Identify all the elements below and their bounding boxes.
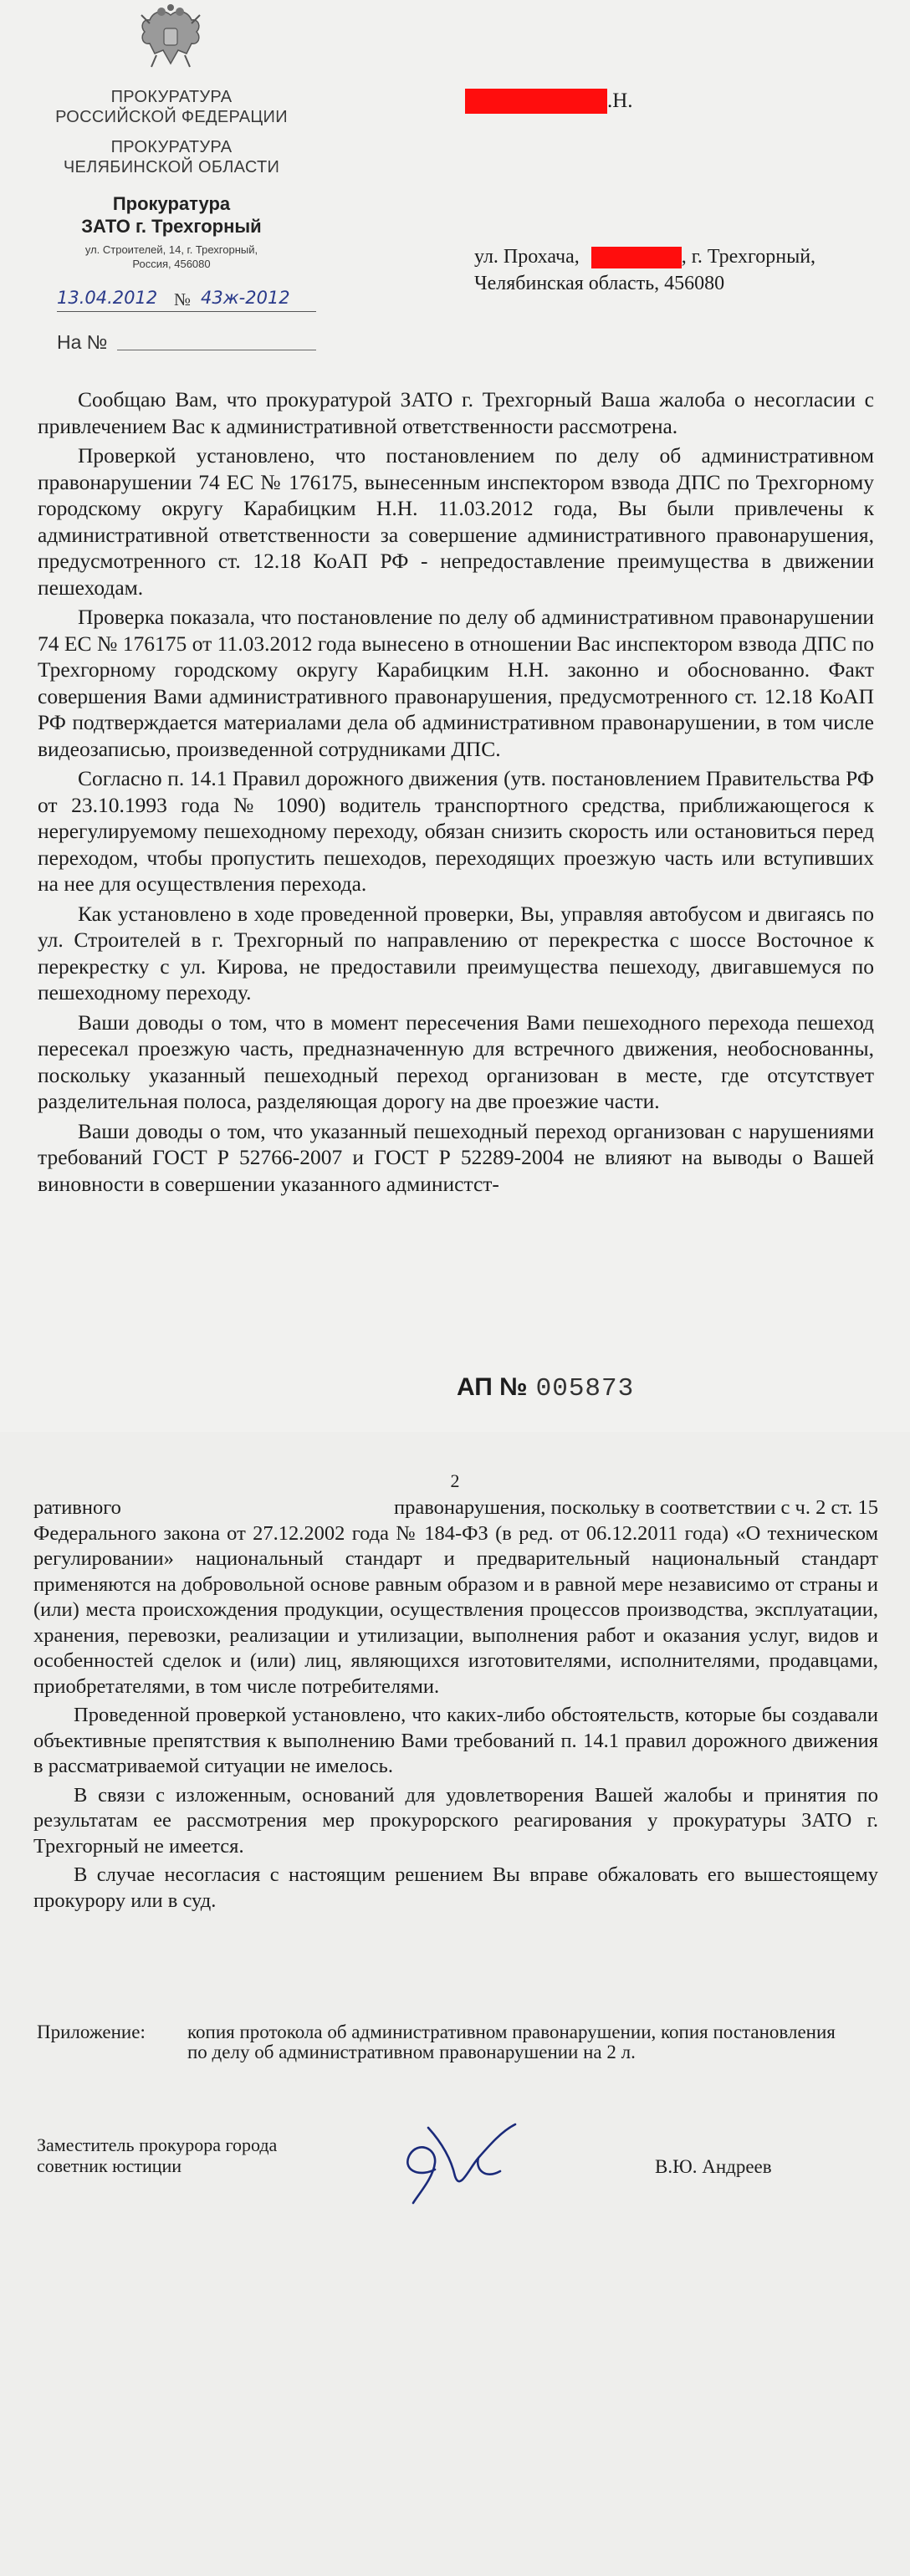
org-line-4: ЧЕЛЯБИНСКОЙ ОБЛАСТИ <box>63 158 280 176</box>
paragraph: В связи с изложенным, оснований для удовлетворения Вашей жалобы и принятия по результатам ее рассмотрения мер прокурорского реагирования у прокуратуры ЗАТО г. Трехгорный не имеется. <box>33 1783 878 1858</box>
serial-value: 005873 <box>535 1374 635 1403</box>
paragraph: Сообщаю Вам, что прокуратурой ЗАТО г. Трехгорный Ваша жалоба о несогласии с привлечением Вас к административной ответственности рассмотрена. <box>38 387 874 438</box>
paragraph: Проверка показала, что постановление по делу об административном правонарушении 74 ЕС № 176175 от 11.03.2012 года вынесено в отношении Вас инспектором взвода ДПС по Трехгорному городскому округу Карабицким Н.Н. законно и обоснованно. Факт совершения Вами административного правонарушения, предусмотренного ст. 12.18 КоАП РФ подтверждается материалами дела об административном правонарушении, в том числе видеозаписью, произведенной сотрудниками ДПС. <box>38 605 874 761</box>
office-address-2: Россия, 456080 <box>132 258 211 270</box>
page-number: 2 <box>450 1470 460 1491</box>
org-line-2: РОССИЙСКОЙ ФЕДЕРАЦИИ <box>55 108 288 126</box>
first-line-right: правонарушения, поскольку в соответствии с ч. 2 ст. 15 <box>394 1496 878 1519</box>
recipient-name <box>465 89 633 114</box>
date-number-line <box>57 288 316 313</box>
paragraph: Федерального закона от 27.12.2002 года № 184-ФЗ (в ред. от 06.12.2011 года) «О техническом регулировании» национальный стандарт и предварительный национальный стандарт применяются на добровольной основе равным образом и в равной мере независимо от страны и (или) места происхождения продукции, осуществления процессов производства, эксплуатации, хранения, перевозки, реализации и утилизации, выполнения работ и оказания услуг, видов и особенностей сделок и (или) лиц, являющихся изготовителями, исполнителями, продавцами, приобретателями, в том числе потребителями. <box>33 1521 878 1698</box>
street-prefix: ул. Прохача, <box>474 246 580 268</box>
paragraph: Как установлено в ходе проведенной проверки, Вы, управляя автобусом и двигаясь по ул. Строителей в г. Трехгорный по направлению от перекрестка с шоссе Восточное к перекрестку с ул. Кирова, не предоставили преимущества пешеходу, двигавшемуся по пешеходному переходу. <box>38 901 874 1004</box>
office-line-1: Прокуратура <box>112 193 231 214</box>
recipient-city: , г. Трехгорный, <box>681 246 816 268</box>
org-line-3: ПРОКУРАТУРА <box>110 138 233 156</box>
org-line-1: ПРОКУРАТУРА <box>110 88 233 106</box>
signer-title-line-1: Заместитель прокурора города <box>37 2134 278 2155</box>
recipient-region: Челябинская область, 456080 <box>474 273 725 294</box>
serial-prefix: АП № <box>457 1373 528 1401</box>
paragraph: Проведенной проверкой установлено, что каких-либо обстоятельств, которые бы создавали объективные препятствия к выполнению Вами требований п. 14.1 правил дорожного движения в рассматриваемой ситуации не имелось. <box>33 1704 878 1777</box>
paragraph: Ваши доводы о том, что в момент пересечения Вами пешеходного перехода пешеход пересекал проезжую часть, предназначенную для встречного движения, необоснованны, поскольку указанный пешеходный переход организован в месте, где отсутствует разделительная полоса, разделяющая дорогу на две проезжие части. <box>38 1009 874 1113</box>
letter-body-page-1 <box>38 386 874 1200</box>
number-sign: № <box>174 289 192 309</box>
signer-name: В.Ю. Андреев <box>655 2156 772 2177</box>
letter-body-page-2 <box>33 1495 878 1917</box>
signer-title <box>37 2134 277 2176</box>
paragraph: Проверкой установлено, что постановлением по делу об административном правонарушении 74 ЕС № 176175, вынесенным инспектором взвода ДПС по Трехгорному городскому округу Карабицким Н.Н. 11.03.2012 года, Вы были привлечены к административной ответственности за совершение административного правонарушения, предусмотренного ст. 12.18 КоАП РФ - непредоставление преимущества в движении пешеходам. <box>38 443 874 600</box>
handwritten-number: 43ж-2012 <box>201 288 290 308</box>
serial-number <box>457 1373 634 1403</box>
signature-icon <box>385 2111 552 2211</box>
paragraph: Согласно п. 14.1 Правил дорожного движения (утв. постановлением Правительства РФ от 23.10.1993 года № 1090) водитель транспортного средства, приближающегося к нерегулируемому пешеходному переходу, обязан снизить скорость или остановиться перед переходом, чтобы пропустить пешеходов, переходящих проезжую часть или вступивших на нее для осуществления перехода. <box>38 766 874 896</box>
paragraph: Ваши доводы о том, что указанный пешеходный переход организован с нарушениями требований ГОСТ Р 52766-2007 и ГОСТ Р 52289-2004 не влияют на выводы о Вашей виновности в совершении указанного администст- <box>38 1118 874 1196</box>
org-header <box>33 87 309 271</box>
attachment-text: копия протокола об административном правонарушении, копия постановления по делу об административном правонарушении на 2 л. <box>187 2021 836 2062</box>
recipient-initials: .Н. <box>607 89 633 112</box>
attachment-label: Приложение: <box>37 2021 146 2042</box>
handwritten-date: 13.04.2012 <box>57 288 158 308</box>
page-2 <box>0 1432 910 2576</box>
office-address-1: ул. Строителей, 14, г. Трехгорный, <box>84 243 258 256</box>
reference-label: На № <box>57 331 108 353</box>
coat-of-arms-emblem <box>138 3 203 74</box>
redaction <box>591 247 682 268</box>
first-line <box>33 1495 878 1521</box>
reference-line <box>57 331 316 353</box>
paragraph: В случае несогласия с настоящим решением Вы вправе обжаловать его вышестоящему прокурору или в суд. <box>33 1863 878 1912</box>
office-line-2: ЗАТО г. Трехгорный <box>81 216 262 237</box>
recipient-street <box>474 244 815 269</box>
redaction <box>465 89 607 114</box>
signer-title-line-2: советник юстиции <box>37 2155 182 2176</box>
first-line-left: ративного <box>33 1496 121 1519</box>
